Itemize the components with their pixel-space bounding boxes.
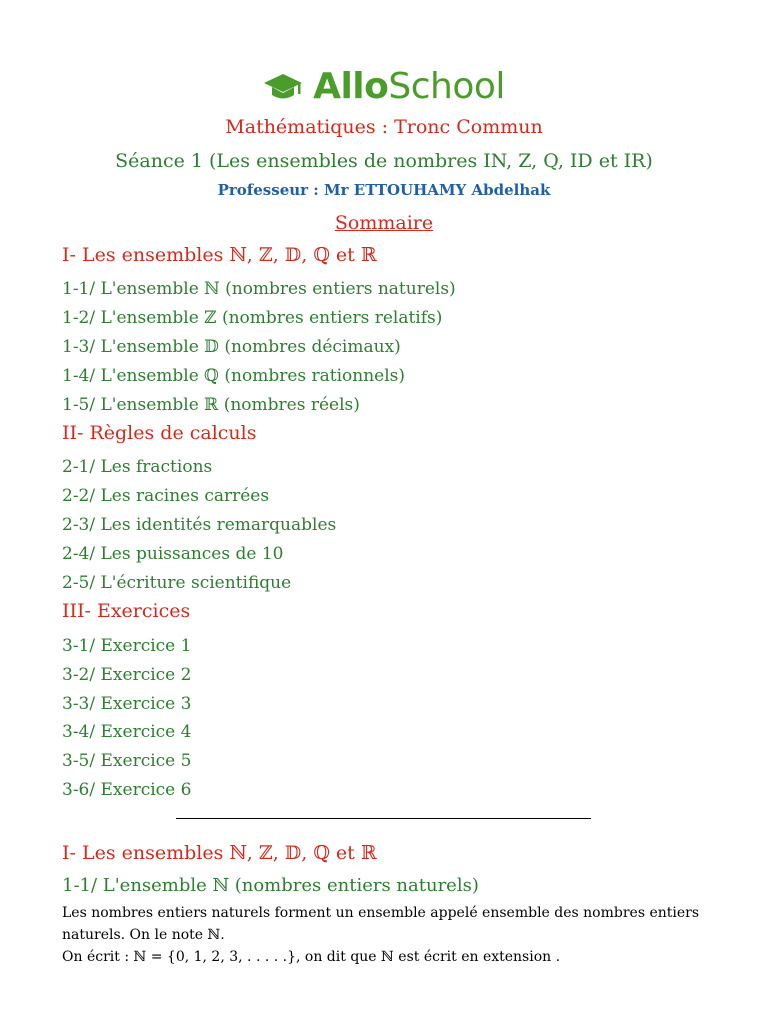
paragraph	[62, 902, 712, 968]
toc-item[interactable]: 3-4/ Exercice 4	[62, 722, 192, 742]
toc-item[interactable]: 1-5/ L'ensemble ℝ (nombres réels)	[62, 395, 360, 415]
horizontal-divider	[176, 818, 591, 819]
professor-name: Professeur : Mr ETTOUHAMY Abdelhak	[217, 181, 551, 199]
subsection-heading: 1-1/ L'ensemble ℕ (nombres entiers naturels)	[62, 875, 479, 896]
toc-item[interactable]: 3-1/ Exercice 1	[62, 636, 192, 656]
toc-section-3[interactable]: III- Exercices	[62, 600, 191, 622]
toc-section-2[interactable]: II- Règles de calculs	[62, 422, 257, 444]
section-heading: I- Les ensembles ℕ, ℤ, 𝔻, ℚ et ℝ	[62, 842, 377, 864]
toc-item[interactable]: 3-3/ Exercice 3	[62, 694, 192, 714]
toc-item[interactable]: 1-4/ L'ensemble ℚ (nombres rationnels)	[62, 366, 406, 386]
alloschool-logo[interactable]	[0, 66, 768, 107]
toc-item[interactable]: 2-3/ Les identités remarquables	[62, 515, 337, 535]
logo-text: AlloSchool	[313, 66, 505, 107]
toc-item[interactable]: 3-6/ Exercice 6	[62, 780, 192, 800]
toc-section-1[interactable]: I- Les ensembles ℕ, ℤ, 𝔻, ℚ et ℝ	[62, 244, 377, 266]
toc-item[interactable]: 3-2/ Exercice 2	[62, 665, 192, 685]
graduation-cap-icon	[263, 71, 303, 103]
toc-item[interactable]: 2-2/ Les racines carrées	[62, 486, 270, 506]
paragraph-line: Les nombres entiers naturels forment un ensemble appelé ensemble des nombres entiers	[62, 905, 700, 921]
subject-title: Mathématiques : Tronc Commun	[225, 116, 543, 138]
toc-item[interactable]: 2-4/ Les puissances de 10	[62, 544, 284, 564]
toc-item[interactable]: 2-5/ L'écriture scientifique	[62, 573, 292, 593]
summary-title: Sommaire	[334, 212, 434, 234]
toc-item[interactable]: 1-2/ L'ensemble ℤ (nombres entiers relatifs)	[62, 308, 443, 328]
toc-item[interactable]: 1-1/ L'ensemble ℕ (nombres entiers naturels)	[62, 279, 456, 299]
paragraph-line: On écrit : ℕ = {0, 1, 2, 3, . . . . .}, on dit que ℕ est écrit en extension .	[62, 949, 561, 965]
seance-title: Séance 1 (Les ensembles de nombres IN, Z, Q, ID et IR)	[115, 150, 653, 172]
toc-item[interactable]: 3-5/ Exercice 5	[62, 751, 192, 771]
paragraph-line: naturels. On le note ℕ.	[62, 927, 225, 943]
toc-item[interactable]: 1-3/ L'ensemble 𝔻 (nombres décimaux)	[62, 337, 401, 357]
toc-item[interactable]: 2-1/ Les fractions	[62, 457, 213, 477]
